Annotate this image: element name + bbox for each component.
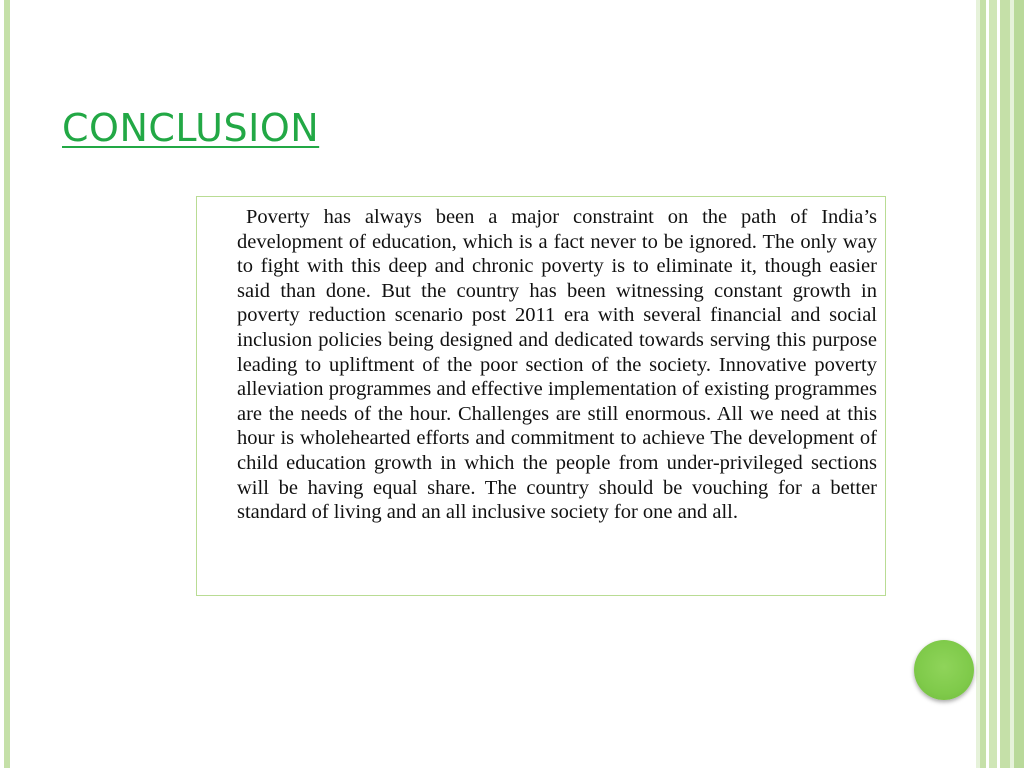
green-circle-button[interactable]	[914, 640, 974, 700]
stripe	[1000, 0, 1010, 768]
left-accent-bar	[0, 0, 10, 768]
stripe	[1014, 0, 1024, 768]
right-decorative-stripes	[976, 0, 1024, 768]
content-box	[196, 196, 886, 596]
slide-title: CONCLUSION	[62, 106, 320, 150]
conclusion-paragraph: Poverty has always been a major constraint on the path of India’s development of education, which is a fact never to be ignored. The only way to fight with this deep and chronic poverty is to eliminate it, though easier said than done. But the country has been witnessing constant growth in poverty reduction scenario post 2011 era with several financial and social inclusion policies being designed and dedicated towards serving this purpose leading to upliftment of the poor section of the society. Innovative poverty alleviation programmes and effective implementation of existing programmes are the needs of the hour. Challenges are still enormous. All we need at this hour is wholehearted efforts and commitment to achieve The development of child education growth in which the people from under-privileged sections will be having equal share. The country should be vouching for a better standard of living and an all inclusive society for one and all.	[237, 206, 877, 524]
stripe	[989, 0, 997, 768]
